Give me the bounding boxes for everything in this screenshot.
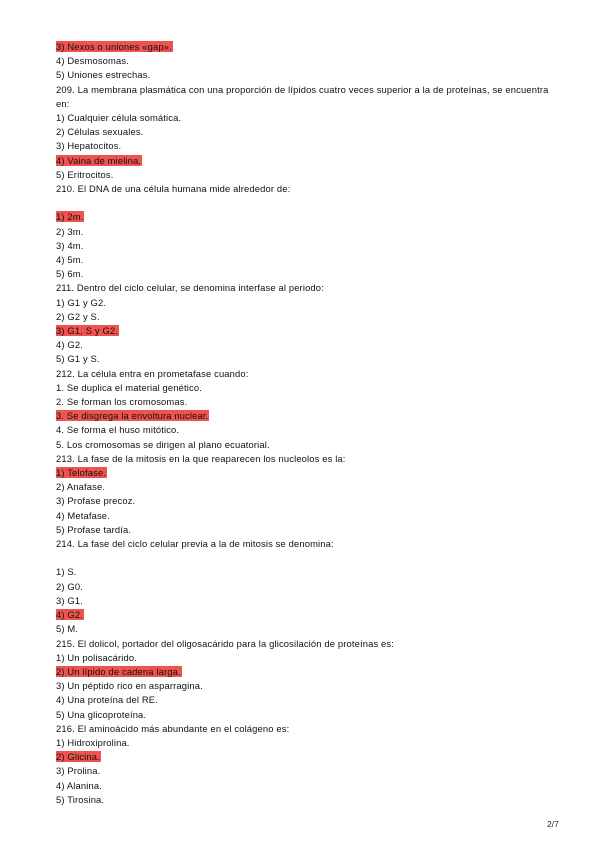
answer-line: 1. Se duplica el material genético. [56,381,202,393]
answer-line: 5) 6m. [56,268,84,280]
answer-line: 2. Se forman los cromosomas. [56,396,188,408]
answer-line [56,40,556,54]
answer-line: 4) G2. [56,339,83,351]
answer-line [56,466,556,480]
question-line: 212. La célula entra en prometafase cuando: [56,367,249,379]
answer-line: 4. Se forma el huso mitótico. [56,424,180,436]
highlighted-answer: 1) 2m. [56,211,84,223]
answer-line: 5. Los cromosomas se dirigen al plano ecuatorial. [56,438,270,450]
answer-line [56,608,556,622]
answer-line: 3) Un péptido rico en asparragina. [56,680,203,692]
answer-line [56,210,556,224]
answer-line: 5) Una glicoproteína. [56,708,147,720]
answer-line [56,665,556,679]
highlighted-answer: 2) Un lípido de cadena larga. [56,665,181,677]
highlighted-answer: 1) Telofase. [56,467,107,479]
highlighted-answer: 2) Glicina. [56,751,100,763]
highlighted-answer: 4) G2. [56,609,83,621]
answer-line: 1) S. [56,566,77,578]
answer-line: 5) M. [56,623,79,635]
answer-line: 4) Alanina. [56,779,102,791]
document-page [56,40,556,807]
highlighted-answer: 4) Vaina de mielina. [56,154,142,166]
answer-line: 2) Células sexuales. [56,126,144,138]
answer-line: 5) Uniones estrechas. [56,69,151,81]
question-line: 210. El DNA de una célula humana mide alrededor de: [56,183,291,195]
answer-line: 4) Una proteína del RE. [56,694,158,706]
answer-line [56,324,556,338]
answer-line: 1) Hidroxiprolina. [56,736,130,748]
answer-line: 5) G1 y S. [56,353,100,365]
answer-line: 3) G1. [56,594,83,606]
answer-line: 4) Metafase. [56,509,110,521]
highlighted-answer: 3) G1, S y G2. [56,325,119,337]
answer-line: 5) Tirosina. [56,793,105,805]
answer-line: 1) Un polisacárido. [56,651,138,663]
question-line: 211. Dentro del ciclo celular, se denomina interfase al periodo: [56,282,324,294]
question-line: 214. La fase del ciclo celular previa a la de mitosis se denomina: [56,538,334,550]
answer-line [56,750,556,764]
answer-line: 1) G1 y G2. [56,296,107,308]
answer-line: 2) G0. [56,580,83,592]
answer-line [56,154,556,168]
question-line: 215. El dolicol, portador del oligosacárido para la glicosilación de proteínas es: [56,637,395,649]
question-line: 213. La fase de la mitosis en la que reaparecen los nucleolos es la: [56,452,346,464]
highlighted-answer: 3. Se disgrega la envoltura nuclear. [56,410,209,422]
highlighted-answer: 3) Nexos o uniones «gap». [56,41,172,52]
answer-line: 3) Prolina. [56,765,101,777]
answer-line [56,409,556,423]
answer-line: 4) Desmosomas. [56,55,129,67]
answer-line: 1) Cualquier célula somática. [56,112,182,124]
answer-line: 4) 5m. [56,254,84,266]
answer-line: 3) Hepatocitos. [56,140,122,152]
answer-line: 2) Anafase. [56,481,106,493]
answer-line: 3) Profase precoz. [56,495,136,507]
question-line: 209. La membrana plasmática con una proporción de lípidos cuatro veces superior a la de proteínas, se encuentra en: [56,83,549,109]
page-number: 2/7 [547,819,559,829]
answer-line: 2) G2 y S. [56,310,100,322]
question-line: 216. El aminoácido más abundante en el colágeno es: [56,722,290,734]
answer-line: 5) Eritrocitos. [56,168,114,180]
answer-line: 3) 4m. [56,239,84,251]
answer-line: 2) 3m. [56,225,84,237]
answer-line: 5) Profase tardía. [56,523,132,535]
